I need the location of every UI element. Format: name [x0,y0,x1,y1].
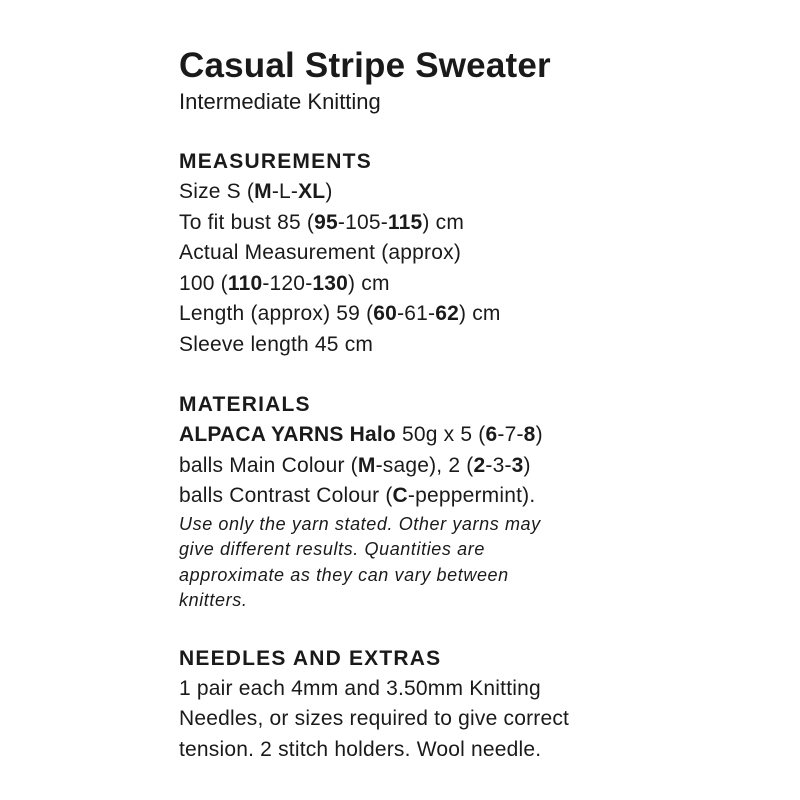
bold-run: M [357,453,376,477]
bold-run: 110 [227,271,263,295]
text-run: balls Main Colour ( [179,453,358,477]
text-line [179,481,779,512]
text-line [179,330,779,361]
bold-run: C [392,484,408,507]
materials-heading: MATERIALS [179,393,311,416]
text-run: ) cm [422,210,465,234]
note-line: approximate as they can vary between [179,564,509,585]
text-line [179,451,779,482]
text-run: -3- [485,453,512,477]
text-line [179,420,779,451]
measurements-section [179,147,779,360]
text-run: -61- [397,302,436,325]
text-line [179,238,779,269]
text-run: 50g x 5 ( [395,423,486,446]
needles-heading: NEEDLES AND EXTRAS [179,646,442,670]
text-line [179,299,779,330]
text-run: 100 ( [179,271,228,295]
text-run: ) [523,453,531,477]
text-run: tension. 2 stitch holders. Wool needle. [179,737,542,761]
text-run: Needles, or sizes required to give correct [179,707,570,730]
measurements-lines [179,177,779,360]
bold-run: 8 [523,423,536,446]
bold-run: 3 [511,453,524,477]
text-line [179,269,779,300]
bold-run: ALPACA YARNS Halo [179,423,396,446]
materials-note [179,512,779,614]
text-run: ) cm [348,271,390,295]
bold-run: 6 [485,423,498,446]
bold-run: 60 [373,302,398,325]
measurements-heading: MEASUREMENTS [179,150,372,173]
needles-section [179,644,779,766]
text-run: Size S ( [179,180,255,203]
text-line [179,208,779,239]
text-run: ) [325,180,333,203]
text-run: ) cm [458,302,501,325]
bold-run: 130 [312,271,349,295]
pattern-subtitle: Intermediate Knitting [179,89,381,114]
bold-run: 95 [314,210,338,234]
text-run: -L- [271,180,299,203]
materials-lines [179,420,779,512]
text-run: -sage), 2 ( [375,453,474,477]
text-run: 1 pair each 4mm and 3.50mm Knitting [179,676,541,700]
text-run: To fit bust 85 ( [179,210,315,234]
text-run: balls Contrast Colour ( [179,484,393,507]
bold-run: XL [298,180,326,203]
needles-lines [179,674,779,766]
text-run: -7- [497,423,524,446]
bold-run: 115 [387,210,423,234]
text-run: Actual Measurement (approx) [179,241,462,264]
text-run: -120- [262,271,313,295]
note-line: Use only the yarn stated. Other yarns may [179,513,541,534]
bold-run: 62 [435,302,459,325]
text-run: Sleeve length 45 cm [179,332,374,356]
note-line: knitters. [179,590,248,610]
note-line: give different results. Quantities are [179,539,485,559]
text-run: -105- [337,210,388,234]
text-line [179,674,779,705]
materials-section [179,390,779,614]
text-run: Length (approx) 59 ( [179,302,374,325]
text-line [179,704,779,735]
pattern-page [179,44,779,765]
bold-run: M [254,180,272,203]
text-run: -peppermint). [407,484,536,507]
bold-run: 2 [473,453,486,477]
text-line [179,735,779,766]
pattern-title: Casual Stripe Sweater [179,46,551,85]
text-line [179,177,779,208]
text-run: ) [535,423,543,446]
